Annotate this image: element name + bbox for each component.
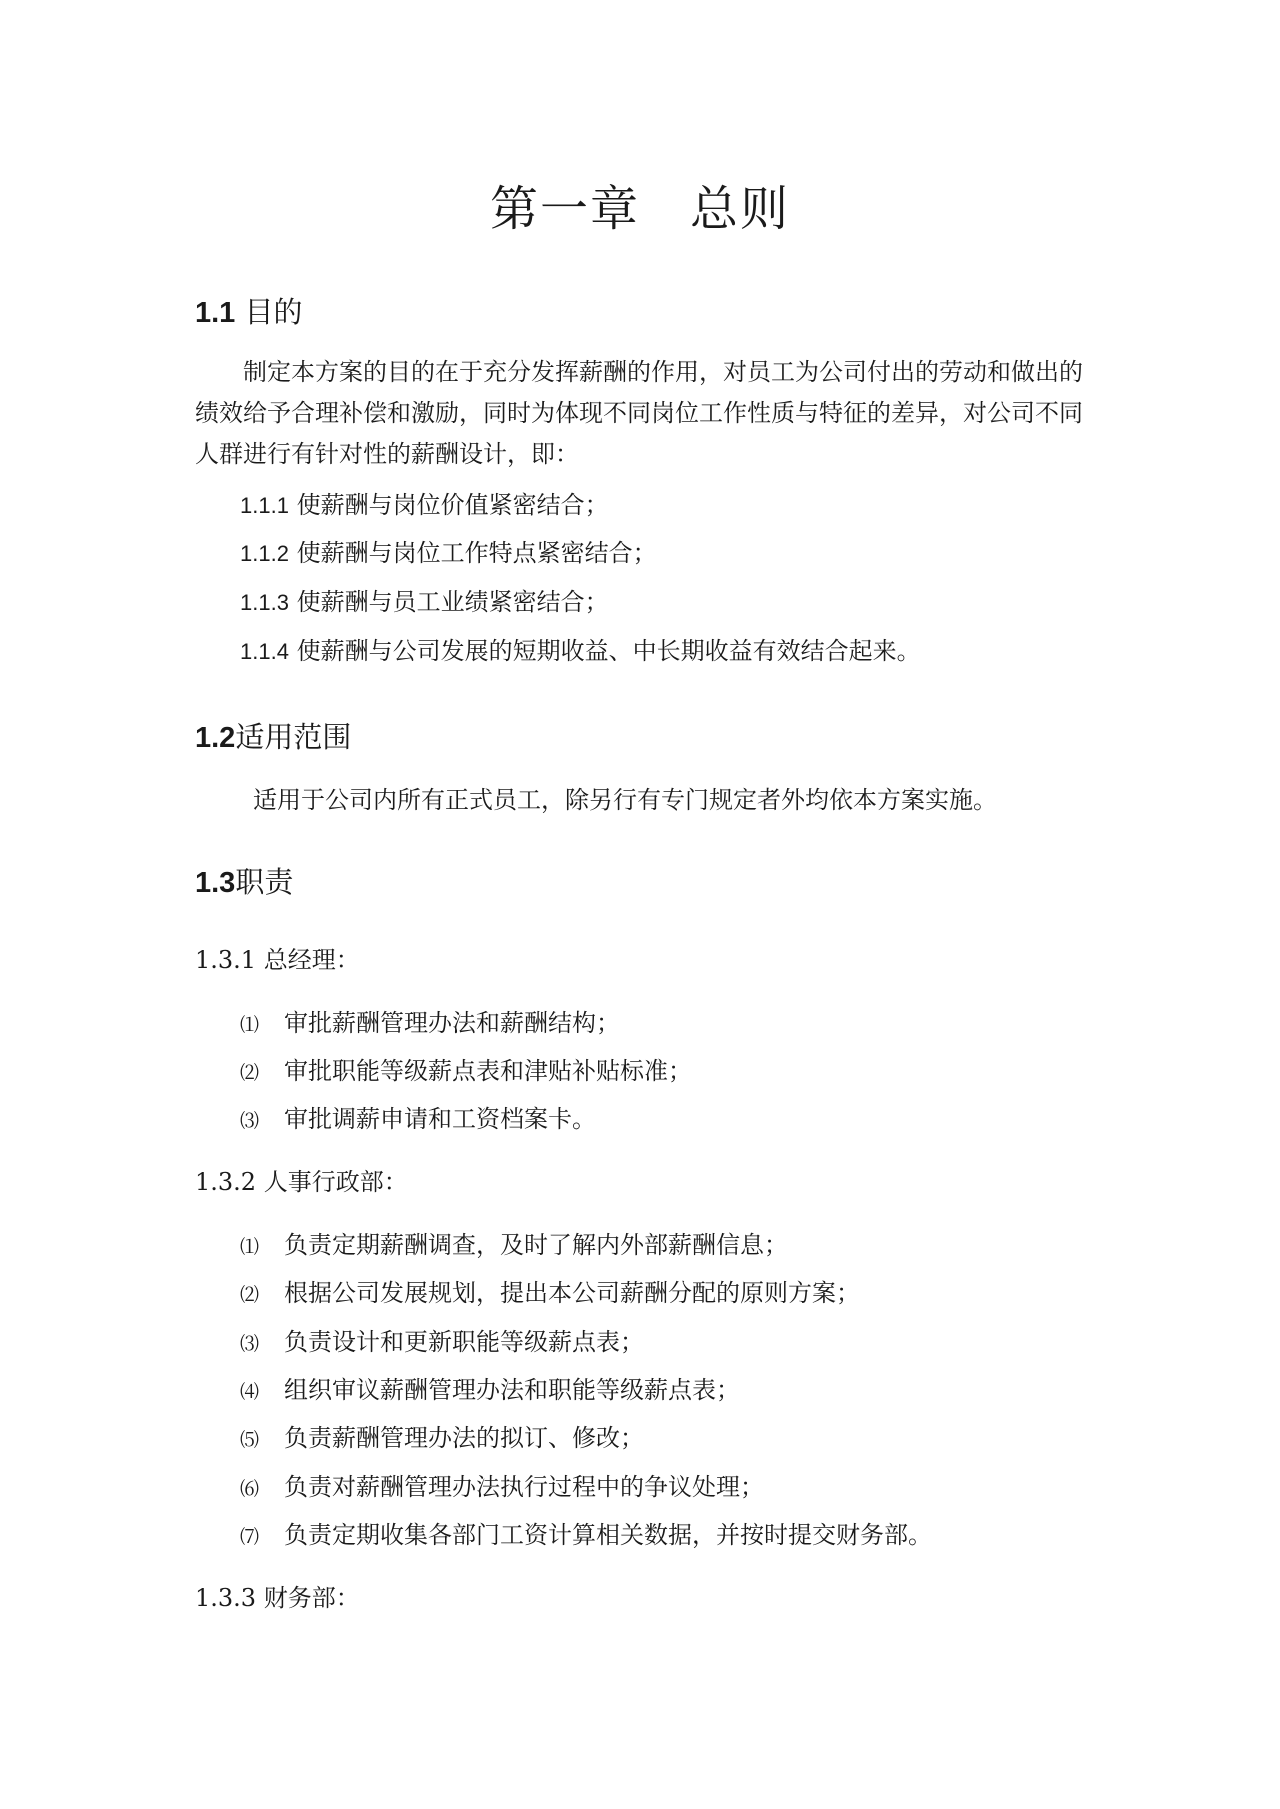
item-marker: ⑴ bbox=[240, 1014, 260, 1036]
item-text: 负责薪酬管理办法的拟订、修改； bbox=[284, 1424, 644, 1452]
item-text: 负责定期薪酬调查，及时了解内外部薪酬信息； bbox=[284, 1231, 788, 1259]
section-title: 适用范围 bbox=[235, 720, 352, 754]
scope-text: 适用于公司内所有正式员工，除另行有专门规定者外均依本方案实施。 bbox=[253, 786, 997, 814]
section-number: 1.3 bbox=[195, 867, 236, 899]
section-heading-duties bbox=[195, 860, 293, 901]
item-text: 审批调薪申请和工资档案卡。 bbox=[284, 1105, 596, 1133]
section-number: 1.1 bbox=[195, 297, 236, 329]
item-marker: ⑸ bbox=[240, 1429, 260, 1451]
item-text: 负责对薪酬管理办法执行过程中的争议处理； bbox=[284, 1473, 764, 1501]
item-text: 审批薪酬管理办法和薪酬结构； bbox=[284, 1009, 620, 1037]
item-marker: ⑴ bbox=[240, 1236, 260, 1258]
purpose-item bbox=[240, 636, 921, 667]
item-number: 1.1.2 bbox=[240, 541, 289, 566]
item-marker: ⑷ bbox=[240, 1381, 260, 1403]
item-text: 使薪酬与岗位工作特点紧密结合； bbox=[296, 539, 657, 567]
item-number: 1.1.4 bbox=[240, 639, 289, 664]
duty-item bbox=[240, 1278, 860, 1310]
item-marker: ⑵ bbox=[240, 1062, 260, 1084]
item-text: 使薪酬与公司发展的短期收益、中长期收益有效结合起来。 bbox=[296, 637, 921, 665]
item-text: 使薪酬与员工业绩紧密结合； bbox=[296, 588, 609, 616]
item-number: 1.1.3 bbox=[240, 590, 289, 615]
subsection-heading-finance: 1.3.3 财务部： bbox=[195, 1584, 360, 1612]
section-heading-scope bbox=[195, 715, 351, 756]
item-text: 组织审议薪酬管理办法和职能等级薪点表； bbox=[284, 1376, 740, 1404]
section-title: 目的 bbox=[244, 295, 303, 329]
purpose-paragraph: 制定本方案的目的在于充分发挥薪酬的作用，对员工为公司付出的劳动和做出的绩效给予合理补偿和激励，同时为体现不同岗位工作性质与特征的差异，对公司不同人群进行有针对性的薪酬设计，即： bbox=[195, 358, 1083, 468]
item-text: 负责设计和更新职能等级薪点表； bbox=[284, 1328, 644, 1356]
chapter-title: 第一章 总则 bbox=[489, 181, 790, 237]
item-text: 负责定期收集各部门工资计算相关数据，并按时提交财务部。 bbox=[284, 1521, 932, 1549]
item-marker: ⑶ bbox=[240, 1333, 260, 1355]
item-marker: ⑹ bbox=[240, 1478, 260, 1500]
duty-item bbox=[240, 1230, 788, 1262]
subsection-heading-hr: 1.3.2 人事行政部： bbox=[195, 1168, 408, 1196]
duty-item bbox=[240, 1472, 764, 1504]
duty-item bbox=[240, 1423, 644, 1455]
item-marker: ⑵ bbox=[240, 1284, 260, 1306]
duty-item bbox=[240, 1104, 596, 1136]
item-marker: ⑶ bbox=[240, 1110, 260, 1132]
item-number: 1.1.1 bbox=[240, 493, 289, 518]
item-marker: ⑺ bbox=[240, 1526, 260, 1548]
purpose-item bbox=[240, 538, 657, 569]
item-text: 使薪酬与岗位价值紧密结合； bbox=[296, 491, 609, 519]
purpose-item bbox=[240, 490, 609, 521]
item-text: 审批职能等级薪点表和津贴补贴标准； bbox=[284, 1057, 692, 1085]
item-text: 根据公司发展规划，提出本公司薪酬分配的原则方案； bbox=[284, 1279, 860, 1307]
subsection-heading-general-manager: 1.3.1 总经理： bbox=[195, 946, 360, 974]
duty-item bbox=[240, 1056, 692, 1088]
duty-item bbox=[240, 1327, 644, 1359]
section-heading-purpose bbox=[195, 290, 303, 331]
duty-item bbox=[240, 1520, 932, 1552]
section-title: 职责 bbox=[235, 865, 294, 899]
section-number: 1.2 bbox=[195, 722, 236, 754]
duty-item bbox=[240, 1375, 740, 1407]
purpose-item bbox=[240, 587, 609, 618]
duty-item bbox=[240, 1008, 620, 1040]
